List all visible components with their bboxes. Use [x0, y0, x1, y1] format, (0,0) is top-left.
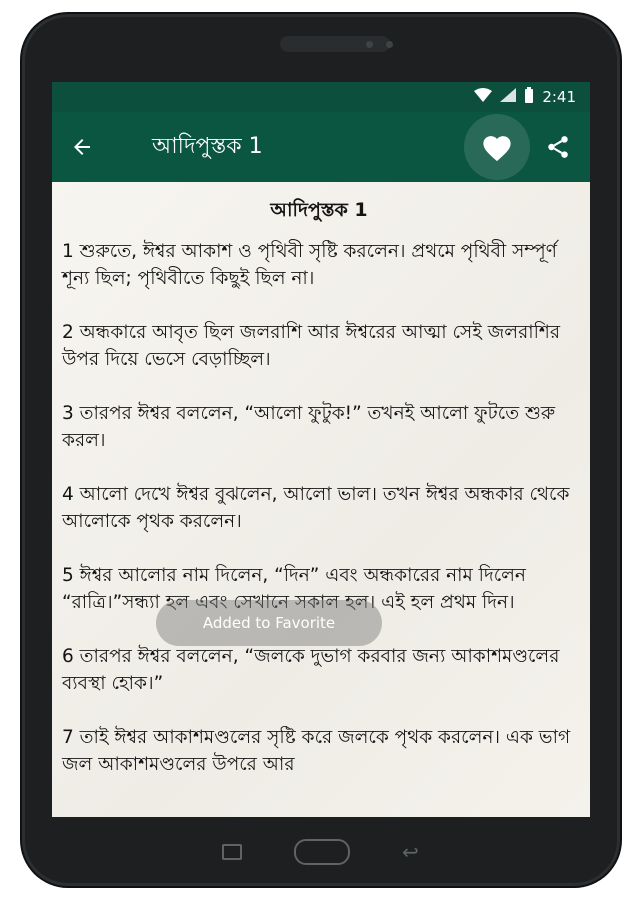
- signal-icon: [500, 88, 516, 106]
- verse-1: 1 শুরুতে, ঈশ্বর আকাশ ও পৃথিবী সৃষ্টি করলেন। প্রথমে পৃথিবী সম্পূর্ণ শূন্য ছিল; পৃথিবীতে কিছুই ছিল না।: [62, 241, 557, 289]
- tablet-speaker: [280, 36, 390, 52]
- home-icon[interactable]: [294, 839, 350, 865]
- back-nav-icon[interactable]: ↩: [402, 840, 419, 864]
- camera-icon: [366, 41, 373, 48]
- share-button[interactable]: [536, 133, 580, 161]
- status-bar: [52, 82, 590, 112]
- sensor-icon: [386, 41, 393, 48]
- verse-6: 6 তারপর ঈশ্বর বললেন, “জলকে দুভাগ করবার জন্য আকাশমণ্ডলের ব্যবস্থা হোক।”: [62, 646, 560, 694]
- recent-apps-icon[interactable]: [222, 844, 242, 860]
- battery-icon: [524, 87, 534, 107]
- verse-5: 5 ঈশ্বর আলোর নাম দিলেন, “দিন” এবং অন্ধকারের নাম দিলেন “রাত্রি।”সন্ধ্যা হল এবং সেখানে সকাল হল। এই হল প্রথম দিন।: [62, 565, 526, 613]
- chapter-content[interactable]: [52, 182, 590, 817]
- back-button[interactable]: [52, 135, 112, 159]
- chapter-heading: আদিপুস্তক 1: [270, 199, 368, 221]
- verse-2: 2 অন্ধকারে আবৃত ছিল জলরাশি আর ঈশ্বরের আত্মা সেই জলরাশির উপর দিয়ে ভেসে বেড়াচ্ছিল।: [62, 322, 561, 370]
- arrow-left-icon: [70, 135, 94, 159]
- clock: 2:41: [542, 88, 576, 106]
- screen: [52, 82, 590, 817]
- favorite-button[interactable]: [464, 114, 530, 180]
- page-title: আদিপুস্তক 1: [152, 133, 263, 159]
- toast-message: Added to Favorite: [156, 600, 382, 646]
- verse-7: 7 তাই ঈশ্বর আকাশমণ্ডলের সৃষ্টি করে জলকে পৃথক করলেন। এক ভাগ জল আকাশমণ্ডলের উপরে আর: [62, 727, 571, 775]
- verse-3: 3 তারপর ঈশ্বর বললেন, “আলো ফুটুক!” তখনই আলো ফুটতে শুরু করল।: [62, 403, 556, 451]
- wifi-icon: [474, 88, 492, 106]
- system-nav-bar: [0, 822, 642, 880]
- verse-4: 4 আলো দেখে ঈশ্বর বুঝলেন, আলো ভাল। তখন ঈশ্বর অন্ধকার থেকে আলোকে পৃথক করলেন।: [62, 484, 570, 532]
- app-bar: [52, 112, 590, 182]
- heart-icon: [480, 132, 514, 162]
- share-icon: [545, 133, 571, 161]
